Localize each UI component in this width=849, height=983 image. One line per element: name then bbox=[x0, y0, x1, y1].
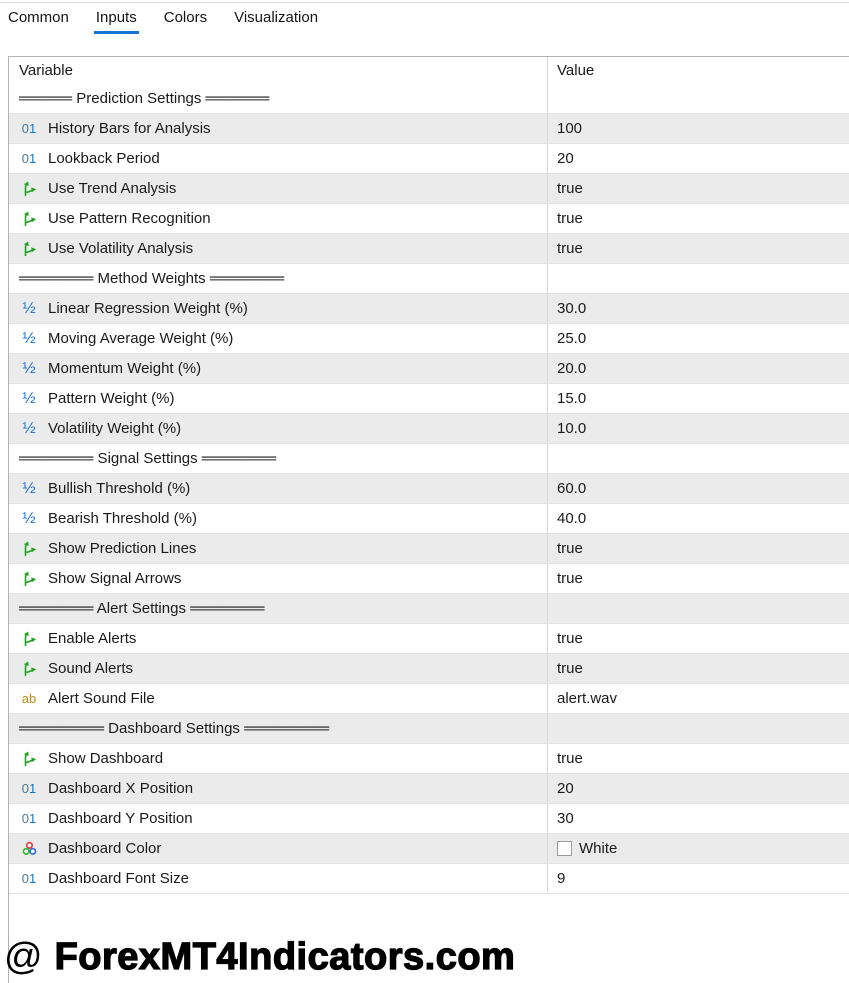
table-row[interactable] bbox=[9, 114, 849, 144]
variable-cell bbox=[9, 834, 548, 863]
variable-cell bbox=[9, 114, 548, 143]
value-cell[interactable] bbox=[548, 204, 849, 233]
variable-label: Alert Sound File bbox=[48, 690, 155, 707]
watermark-text: ForexMT4Indicators.com bbox=[54, 936, 516, 978]
integer-type-icon: 01 bbox=[21, 871, 37, 886]
variable-cell bbox=[9, 234, 548, 263]
value-text: 20.0 bbox=[557, 360, 587, 377]
section-title-cell: ═══════ Alert Settings ═══════ bbox=[9, 594, 548, 623]
variable-label: Bullish Threshold (%) bbox=[48, 480, 191, 497]
section-row[interactable] bbox=[9, 444, 849, 474]
value-cell bbox=[548, 84, 849, 113]
table-row[interactable] bbox=[9, 354, 849, 384]
variable-label: Bearish Threshold (%) bbox=[48, 510, 197, 527]
value-cell[interactable] bbox=[548, 384, 849, 413]
value-cell[interactable] bbox=[548, 684, 849, 713]
variable-label: Volatility Weight (%) bbox=[48, 420, 182, 437]
value-cell[interactable] bbox=[548, 744, 849, 773]
table-row[interactable] bbox=[9, 804, 849, 834]
value-text: 9 bbox=[557, 870, 566, 887]
variable-cell bbox=[9, 744, 548, 773]
boolean-branch-arrow-icon bbox=[19, 241, 39, 257]
table-row[interactable] bbox=[9, 324, 849, 354]
section-row[interactable] bbox=[9, 84, 849, 114]
variable-cell bbox=[9, 174, 548, 203]
tab-inputs[interactable]: Inputs bbox=[96, 9, 137, 34]
section-title-cell: ═════ Prediction Settings ══════ bbox=[9, 84, 548, 113]
integer-type-icon: 01 bbox=[21, 151, 37, 166]
value-cell[interactable] bbox=[548, 864, 849, 893]
table-row[interactable] bbox=[9, 234, 849, 264]
table-row[interactable] bbox=[9, 474, 849, 504]
watermark-at-sign: @ bbox=[4, 936, 43, 978]
value-text: 10.0 bbox=[557, 420, 587, 437]
variable-label: History Bars for Analysis bbox=[48, 120, 211, 137]
tab-common[interactable]: Common bbox=[8, 9, 69, 26]
table-row[interactable] bbox=[9, 504, 849, 534]
value-cell[interactable] bbox=[548, 774, 849, 803]
integer-type-icon: 01 bbox=[21, 781, 37, 796]
watermark bbox=[4, 936, 515, 979]
value-text: 40.0 bbox=[557, 510, 587, 527]
inputs-parameter-grid bbox=[8, 56, 849, 983]
variable-column-header: Variable bbox=[9, 57, 548, 84]
value-text: 60.0 bbox=[557, 480, 587, 497]
table-row[interactable] bbox=[9, 834, 849, 864]
table-row[interactable] bbox=[9, 204, 849, 234]
value-cell[interactable] bbox=[548, 234, 849, 263]
variable-cell bbox=[9, 564, 548, 593]
value-cell[interactable] bbox=[548, 534, 849, 563]
variable-label: Show Dashboard bbox=[48, 750, 164, 767]
table-row[interactable] bbox=[9, 624, 849, 654]
value-cell[interactable] bbox=[548, 294, 849, 323]
table-row[interactable] bbox=[9, 684, 849, 714]
variable-label: Linear Regression Weight (%) bbox=[48, 300, 248, 317]
variable-cell bbox=[9, 654, 548, 683]
value-cell[interactable] bbox=[548, 414, 849, 443]
boolean-branch-arrow-icon bbox=[19, 211, 39, 227]
variable-cell bbox=[9, 384, 548, 413]
variable-cell bbox=[9, 804, 548, 833]
integer-type-icon: 01 bbox=[21, 811, 37, 826]
variable-label: Dashboard Y Position bbox=[48, 810, 193, 827]
value-text: true bbox=[557, 660, 583, 677]
double-type-icon: ½ bbox=[22, 479, 36, 497]
variable-cell bbox=[9, 684, 548, 713]
string-type-icon: ab bbox=[21, 691, 37, 706]
boolean-branch-arrow-icon bbox=[19, 751, 39, 767]
table-row[interactable] bbox=[9, 774, 849, 804]
table-row[interactable] bbox=[9, 744, 849, 774]
variable-cell bbox=[9, 864, 548, 893]
value-text: 100 bbox=[557, 120, 583, 137]
double-type-icon: ½ bbox=[22, 329, 36, 347]
variable-cell bbox=[9, 324, 548, 353]
variable-label: Moving Average Weight (%) bbox=[48, 330, 234, 347]
value-text: true bbox=[557, 180, 583, 197]
tab-bar bbox=[8, 9, 318, 34]
value-cell[interactable] bbox=[548, 624, 849, 653]
section-row[interactable] bbox=[9, 264, 849, 294]
variable-label: Show Prediction Lines bbox=[48, 540, 197, 557]
top-divider bbox=[0, 2, 849, 3]
value-cell[interactable] bbox=[548, 504, 849, 533]
boolean-branch-arrow-icon bbox=[19, 181, 39, 197]
variable-cell bbox=[9, 204, 548, 233]
value-cell[interactable] bbox=[548, 354, 849, 383]
value-text: true bbox=[557, 630, 583, 647]
variable-cell bbox=[9, 624, 548, 653]
variable-label: Show Signal Arrows bbox=[48, 570, 182, 587]
boolean-branch-arrow-icon bbox=[19, 661, 39, 677]
table-row[interactable] bbox=[9, 564, 849, 594]
value-text: 30 bbox=[557, 810, 574, 827]
boolean-branch-arrow-icon bbox=[19, 541, 39, 557]
rgb-circles-color-icon bbox=[19, 841, 39, 856]
section-title-cell: ═══════ Signal Settings ═══════ bbox=[9, 444, 548, 473]
value-text: alert.wav bbox=[557, 690, 618, 707]
table-row[interactable] bbox=[9, 174, 849, 204]
double-type-icon: ½ bbox=[22, 299, 36, 317]
value-text: true bbox=[557, 750, 583, 767]
value-cell[interactable] bbox=[548, 804, 849, 833]
boolean-branch-arrow-icon bbox=[19, 631, 39, 647]
value-cell bbox=[548, 594, 849, 623]
table-row[interactable] bbox=[9, 384, 849, 414]
section-row[interactable] bbox=[9, 594, 849, 624]
value-text: 25.0 bbox=[557, 330, 587, 347]
variable-label: Dashboard Font Size bbox=[48, 870, 189, 887]
double-type-icon: ½ bbox=[22, 509, 36, 527]
variable-label: Sound Alerts bbox=[48, 660, 134, 677]
table-row[interactable] bbox=[9, 534, 849, 564]
table-row[interactable] bbox=[9, 654, 849, 684]
value-text: true bbox=[557, 570, 583, 587]
value-cell[interactable] bbox=[548, 654, 849, 683]
integer-type-icon: 01 bbox=[21, 121, 37, 136]
table-row[interactable] bbox=[9, 864, 849, 894]
table-header-row bbox=[9, 57, 849, 84]
variable-cell bbox=[9, 474, 548, 503]
value-cell[interactable] bbox=[548, 144, 849, 173]
variable-label: Use Trend Analysis bbox=[48, 180, 177, 197]
section-title-cell: ════════ Dashboard Settings ════════ bbox=[9, 714, 548, 743]
variable-cell bbox=[9, 354, 548, 383]
variable-label: Enable Alerts bbox=[48, 630, 137, 647]
variable-cell bbox=[9, 144, 548, 173]
variable-cell bbox=[9, 294, 548, 323]
variable-label: Pattern Weight (%) bbox=[48, 390, 175, 407]
section-title-cell: ═══════ Method Weights ═══════ bbox=[9, 264, 548, 293]
section-row[interactable] bbox=[9, 714, 849, 744]
variable-cell bbox=[9, 414, 548, 443]
value-text: true bbox=[557, 210, 583, 227]
value-cell[interactable] bbox=[548, 564, 849, 593]
value-text: true bbox=[557, 240, 583, 257]
value-text: 20 bbox=[557, 150, 574, 167]
value-text: true bbox=[557, 540, 583, 557]
value-cell[interactable] bbox=[548, 834, 849, 863]
tab-visualization[interactable]: Visualization bbox=[234, 9, 319, 26]
boolean-branch-arrow-icon bbox=[19, 571, 39, 587]
value-text: 20 bbox=[557, 780, 574, 797]
variable-label: Use Pattern Recognition bbox=[48, 210, 211, 227]
value-cell[interactable] bbox=[548, 174, 849, 203]
variable-label: Use Volatility Analysis bbox=[48, 240, 194, 257]
value-column-header: Value bbox=[557, 62, 595, 79]
value-cell bbox=[548, 444, 849, 473]
variable-cell bbox=[9, 534, 548, 563]
variable-label: Dashboard Color bbox=[48, 840, 162, 857]
table-row[interactable] bbox=[9, 294, 849, 324]
variable-label: Dashboard X Position bbox=[48, 780, 194, 797]
color-swatch[interactable] bbox=[557, 841, 572, 856]
variable-cell bbox=[9, 774, 548, 803]
table-row[interactable] bbox=[9, 414, 849, 444]
variable-label: Momentum Weight (%) bbox=[48, 360, 202, 377]
value-cell[interactable] bbox=[548, 474, 849, 503]
table-body bbox=[9, 84, 849, 894]
double-type-icon: ½ bbox=[22, 389, 36, 407]
table-row[interactable] bbox=[9, 144, 849, 174]
value-cell[interactable] bbox=[548, 324, 849, 353]
double-type-icon: ½ bbox=[22, 359, 36, 377]
double-type-icon: ½ bbox=[22, 419, 36, 437]
value-cell bbox=[548, 264, 849, 293]
value-text: 30.0 bbox=[557, 300, 587, 317]
value-text: White bbox=[579, 840, 618, 857]
variable-label: Lookback Period bbox=[48, 150, 160, 167]
value-cell[interactable] bbox=[548, 114, 849, 143]
value-text: 15.0 bbox=[557, 390, 587, 407]
tab-colors[interactable]: Colors bbox=[163, 9, 208, 26]
value-cell bbox=[548, 714, 849, 743]
variable-cell bbox=[9, 504, 548, 533]
